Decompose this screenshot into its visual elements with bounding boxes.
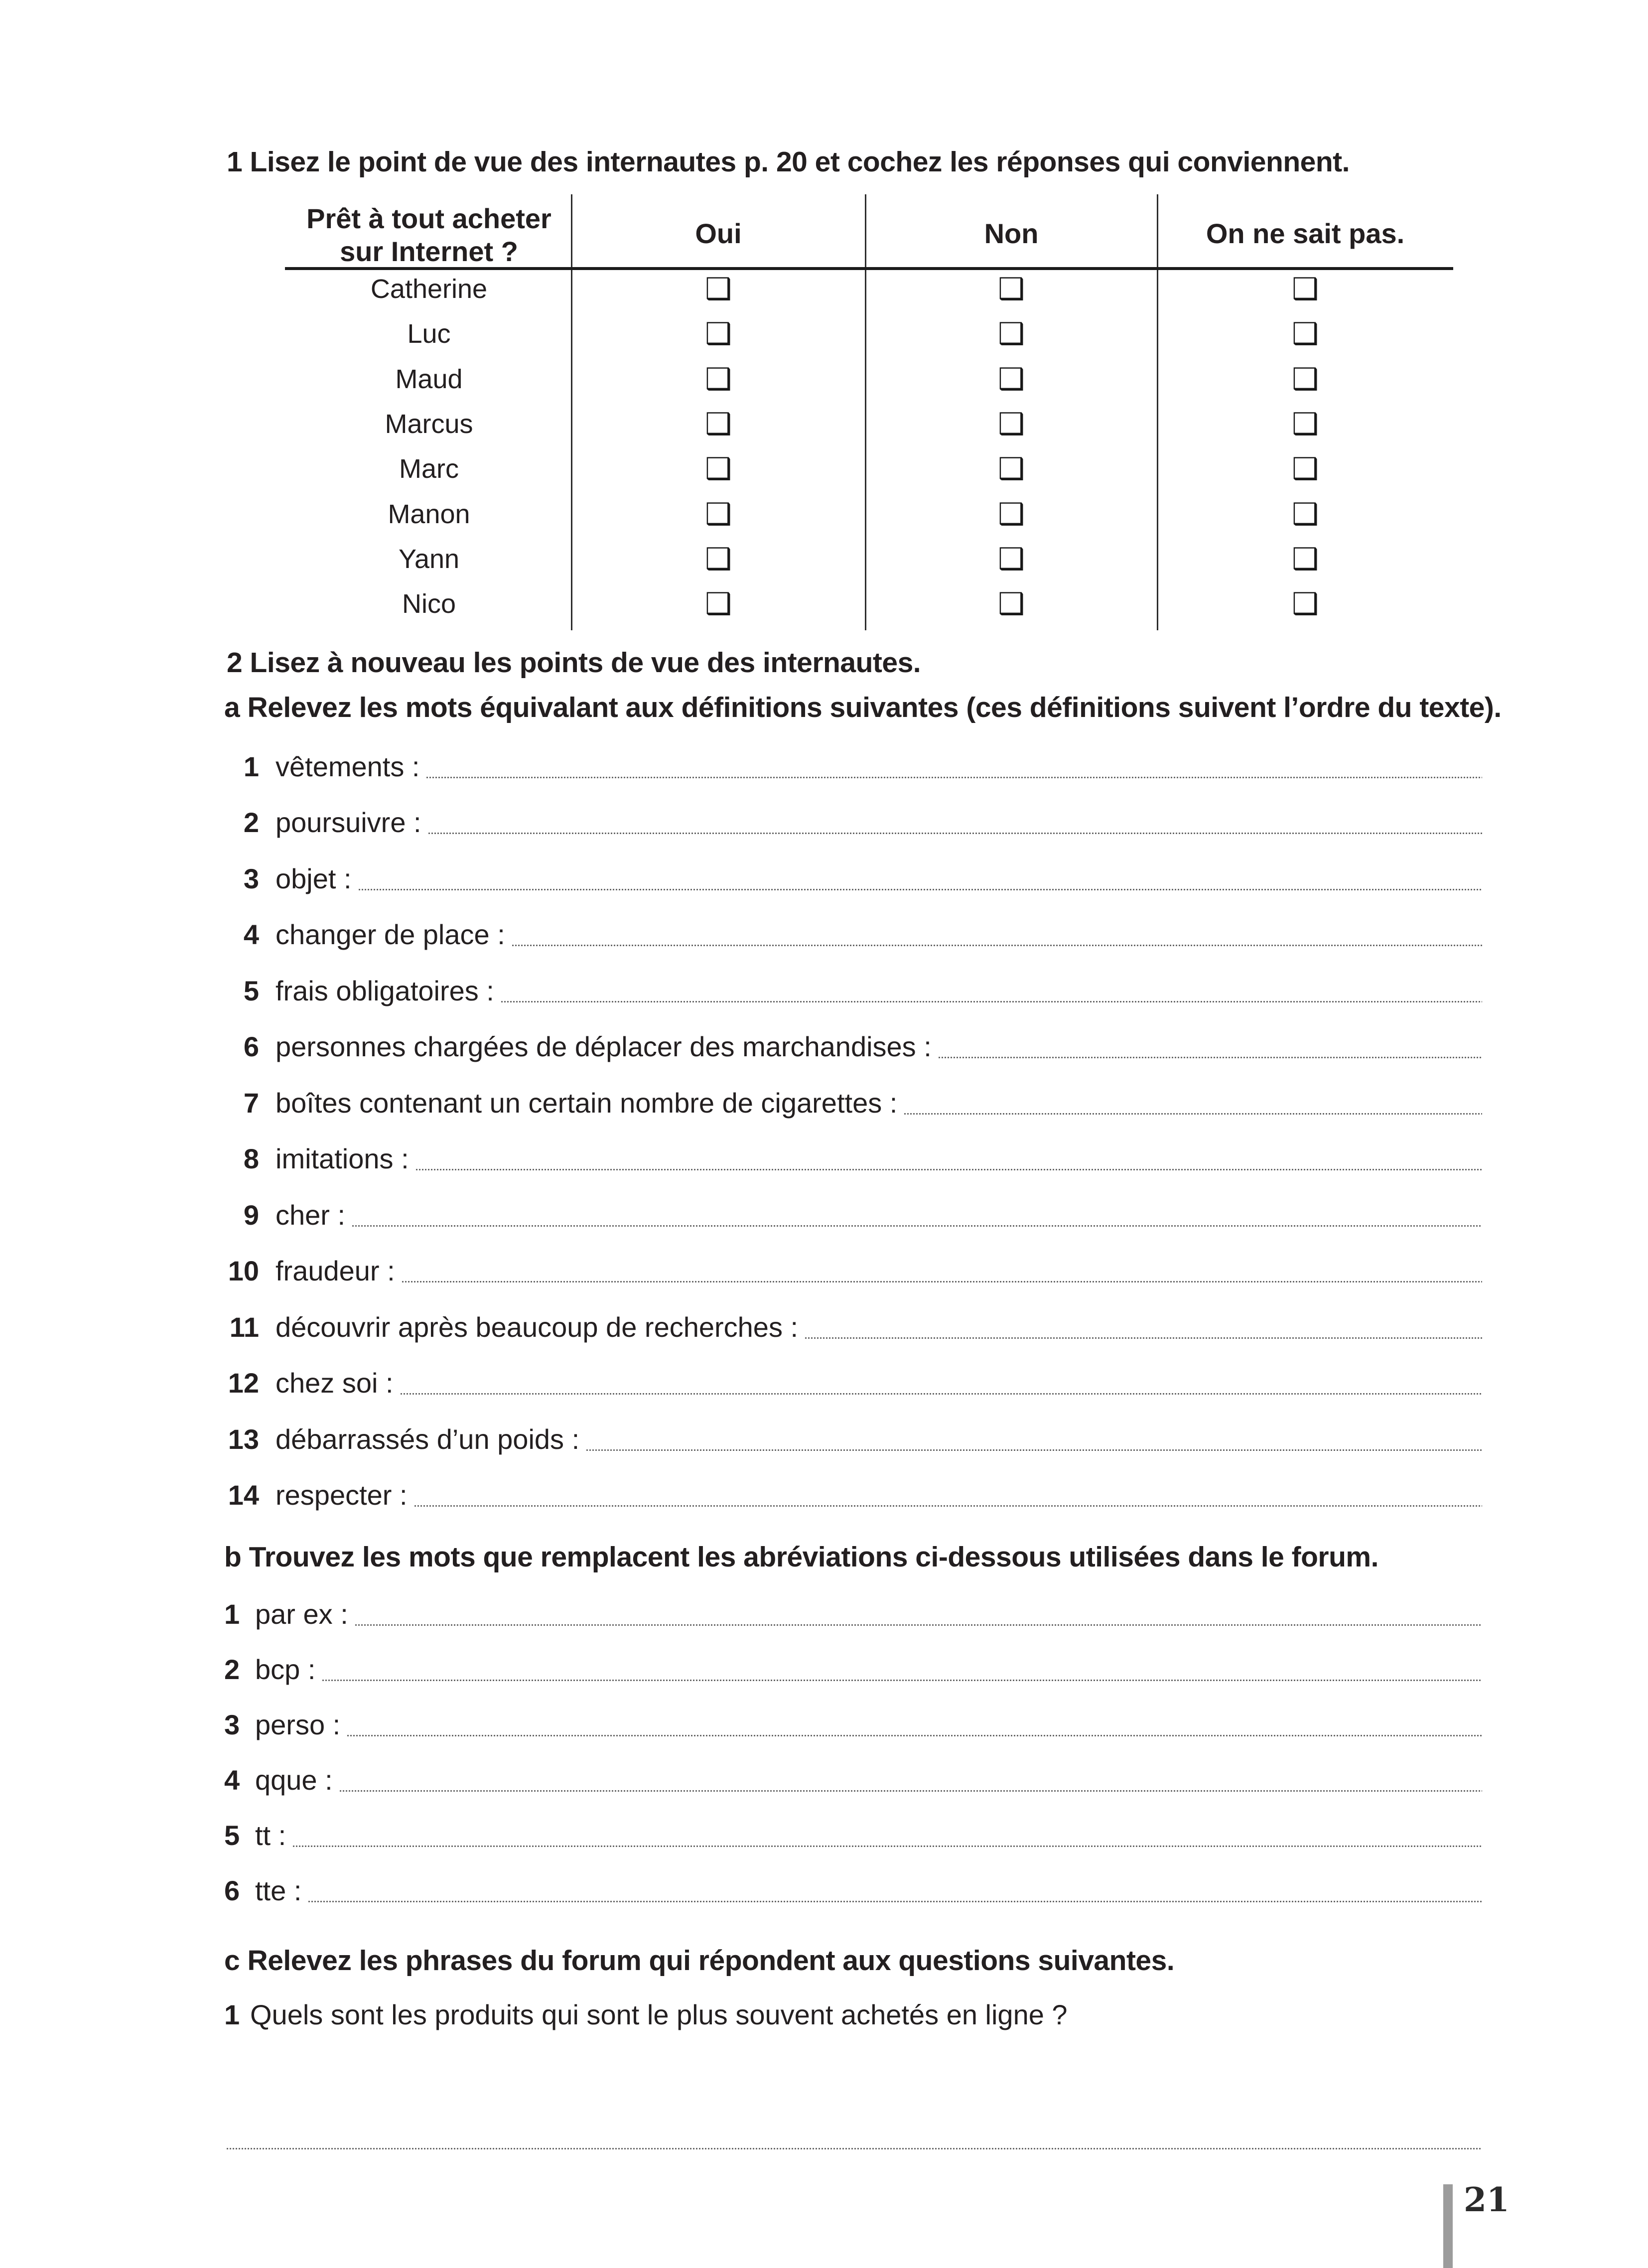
person-name: Marcus <box>385 409 473 439</box>
item-number: 9 <box>243 1199 259 1231</box>
abbreviation-item <box>224 1762 1482 1798</box>
checkbox-marcus-nsp[interactable]: ❑ <box>1292 407 1319 441</box>
question-text: Quels sont les produits qui sont le plus souvent achetés en ligne ? <box>250 1999 1068 2030</box>
person-name: Marc <box>399 454 459 484</box>
person-name: Maud <box>395 364 463 394</box>
table-row <box>286 316 1453 352</box>
item-number: 3 <box>224 1709 240 1740</box>
answer-line[interactable] <box>401 1393 1482 1395</box>
answer-line[interactable] <box>308 1901 1482 1902</box>
checkbox-marcus-non[interactable]: ❑ <box>998 407 1025 441</box>
answer-line[interactable] <box>501 1001 1482 1002</box>
item-label: personnes chargées de déplacer des marchandises : <box>275 1031 932 1062</box>
table-row-header-line2: sur Internet ? <box>340 236 518 267</box>
answer-line[interactable] <box>347 1735 1482 1736</box>
answer-line[interactable] <box>359 889 1482 890</box>
checkbox-yann-nsp[interactable]: ❑ <box>1292 542 1319 576</box>
person-name: Yann <box>398 544 460 574</box>
person-name: Catherine <box>370 274 488 304</box>
item-number: 5 <box>243 975 259 1006</box>
exercise1-heading: 1 Lisez le point de vue des internautes p. 20 et cochez les réponses qui conviennent. <box>227 146 1350 178</box>
item-label: fraudeur : <box>275 1255 395 1286</box>
abbreviation-item <box>224 1818 1482 1853</box>
checkbox-catherine-oui[interactable]: ❑ <box>705 272 732 306</box>
checkbox-manon-non[interactable]: ❑ <box>998 497 1025 532</box>
checkbox-marcus-oui[interactable]: ❑ <box>705 407 732 441</box>
item-label: découvrir après beaucoup de recherches : <box>275 1311 799 1343</box>
item-number: 14 <box>228 1479 259 1511</box>
answer-line[interactable] <box>293 1845 1482 1847</box>
item-label: vêtements : <box>275 751 420 782</box>
definition-item <box>214 1309 1482 1345</box>
item-number: 13 <box>228 1423 259 1455</box>
checkbox-nico-nsp[interactable]: ❑ <box>1292 586 1319 621</box>
answer-line[interactable] <box>416 1169 1482 1170</box>
question-number: 1 <box>224 1999 240 2030</box>
item-number: 6 <box>224 1875 240 1906</box>
answer-line[interactable] <box>227 2148 1482 2149</box>
checkbox-yann-oui[interactable]: ❑ <box>705 542 732 576</box>
item-label: qque : <box>255 1764 333 1796</box>
checkbox-nico-oui[interactable]: ❑ <box>705 586 732 621</box>
item-number: 1 <box>224 1598 240 1630</box>
item-label: chez soi : <box>275 1367 394 1399</box>
definition-item <box>214 1197 1482 1233</box>
item-label: objet : <box>275 863 352 894</box>
answer-line[interactable] <box>805 1337 1482 1339</box>
item-number: 4 <box>243 919 259 950</box>
item-number: 2 <box>224 1654 240 1685</box>
item-number: 4 <box>224 1764 240 1796</box>
checkbox-catherine-nsp[interactable]: ❑ <box>1292 272 1319 306</box>
answer-line[interactable] <box>355 1624 1482 1626</box>
item-label: respecter : <box>275 1479 408 1511</box>
section-b-heading: b Trouvez les mots que remplacent les abréviations ci-dessous utilisées dans le forum. <box>224 1541 1378 1573</box>
item-number: 5 <box>224 1820 240 1851</box>
checkbox-manon-oui[interactable]: ❑ <box>705 497 732 532</box>
answer-line[interactable] <box>939 1057 1482 1058</box>
checkbox-manon-nsp[interactable]: ❑ <box>1292 497 1319 532</box>
answer-line[interactable] <box>402 1281 1482 1282</box>
person-name: Nico <box>402 589 456 619</box>
table-row <box>286 272 1453 307</box>
answer-line[interactable] <box>340 1790 1482 1792</box>
definition-item <box>214 749 1482 785</box>
checkbox-maud-oui[interactable]: ❑ <box>705 362 732 397</box>
table-row <box>286 451 1453 487</box>
column-header-non: Non <box>984 218 1039 249</box>
answer-line[interactable] <box>352 1225 1482 1227</box>
table-row-header-line1: Prêt à tout acheter <box>306 203 551 234</box>
question-1 <box>224 1997 1068 2033</box>
section-c-heading: c Relevez les phrases du forum qui répondent aux questions suivantes. <box>224 1945 1175 1977</box>
checkbox-luc-oui[interactable]: ❑ <box>705 316 732 351</box>
answer-line[interactable] <box>586 1449 1482 1451</box>
definition-item <box>214 973 1482 1009</box>
exercise2-heading: 2 Lisez à nouveau les points de vue des internautes. <box>227 647 921 679</box>
item-label: changer de place : <box>275 919 505 950</box>
definition-item <box>214 1085 1482 1121</box>
checkbox-yann-non[interactable]: ❑ <box>998 542 1025 576</box>
abbreviation-item <box>224 1873 1482 1909</box>
item-number: 6 <box>243 1031 259 1062</box>
checkbox-maud-nsp[interactable]: ❑ <box>1292 362 1319 397</box>
column-header-oui: Oui <box>695 218 742 249</box>
abbreviation-item <box>224 1596 1482 1632</box>
column-header-on-ne-sait-pas: On ne sait pas. <box>1206 218 1405 249</box>
answer-line[interactable] <box>322 1680 1482 1681</box>
abbreviation-item <box>224 1652 1482 1688</box>
item-label: tte : <box>255 1875 302 1906</box>
item-label: boîtes contenant un certain nombre de cigarettes : <box>275 1087 898 1119</box>
table-row-header <box>286 202 571 268</box>
definition-item <box>214 1141 1482 1177</box>
checkbox-catherine-non[interactable]: ❑ <box>998 272 1025 306</box>
abbreviation-item <box>224 1707 1482 1743</box>
item-label: par ex : <box>255 1598 348 1630</box>
definition-item <box>214 917 1482 953</box>
item-label: cher : <box>275 1199 346 1231</box>
definition-item <box>214 1253 1482 1289</box>
item-number: 12 <box>228 1367 259 1399</box>
definition-item <box>214 1029 1482 1065</box>
checkbox-luc-non[interactable]: ❑ <box>998 316 1025 351</box>
checkbox-marc-nsp[interactable]: ❑ <box>1292 451 1319 486</box>
item-label: débarrassés d’un poids : <box>275 1423 580 1455</box>
table-row <box>286 362 1453 397</box>
checkbox-marc-non[interactable]: ❑ <box>998 451 1025 486</box>
checkbox-luc-nsp[interactable]: ❑ <box>1292 316 1319 351</box>
item-number: 2 <box>243 807 259 838</box>
table-row <box>286 542 1453 577</box>
page-number: 21 <box>1464 2180 1510 2219</box>
item-number: 3 <box>243 863 259 894</box>
table-row <box>286 407 1453 442</box>
item-number: 8 <box>243 1143 259 1174</box>
definition-item <box>214 861 1482 897</box>
person-name: Luc <box>407 319 451 349</box>
item-label: bcp : <box>255 1654 316 1685</box>
table-row <box>286 497 1453 532</box>
definition-item <box>214 805 1482 841</box>
item-label: tt : <box>255 1820 286 1851</box>
item-number: 7 <box>243 1087 259 1119</box>
checkbox-marc-oui[interactable]: ❑ <box>705 451 732 486</box>
section-a-heading: a Relevez les mots équivalant aux définitions suivantes (ces définitions suivent l’ordre du texte). <box>224 692 1502 723</box>
item-number: 10 <box>228 1255 259 1286</box>
item-label: frais obligatoires : <box>275 975 494 1006</box>
table-row <box>286 586 1453 622</box>
answer-line[interactable] <box>428 833 1482 834</box>
person-name: Manon <box>388 499 470 529</box>
item-label: poursuivre : <box>275 807 421 838</box>
definition-item <box>214 1421 1482 1457</box>
answer-line[interactable] <box>512 945 1482 946</box>
definition-item <box>214 1365 1482 1401</box>
answer-line[interactable] <box>426 777 1482 778</box>
item-label: imitations : <box>275 1143 409 1174</box>
page-number-bar <box>1443 2184 1453 2268</box>
checkbox-maud-non[interactable]: ❑ <box>998 362 1025 397</box>
checkbox-nico-non[interactable]: ❑ <box>998 586 1025 621</box>
item-label: perso : <box>255 1709 341 1740</box>
definition-item <box>214 1477 1482 1513</box>
answer-line[interactable] <box>414 1505 1482 1507</box>
item-number: 11 <box>229 1311 259 1343</box>
answer-line[interactable] <box>904 1113 1482 1115</box>
item-number: 1 <box>243 751 259 782</box>
